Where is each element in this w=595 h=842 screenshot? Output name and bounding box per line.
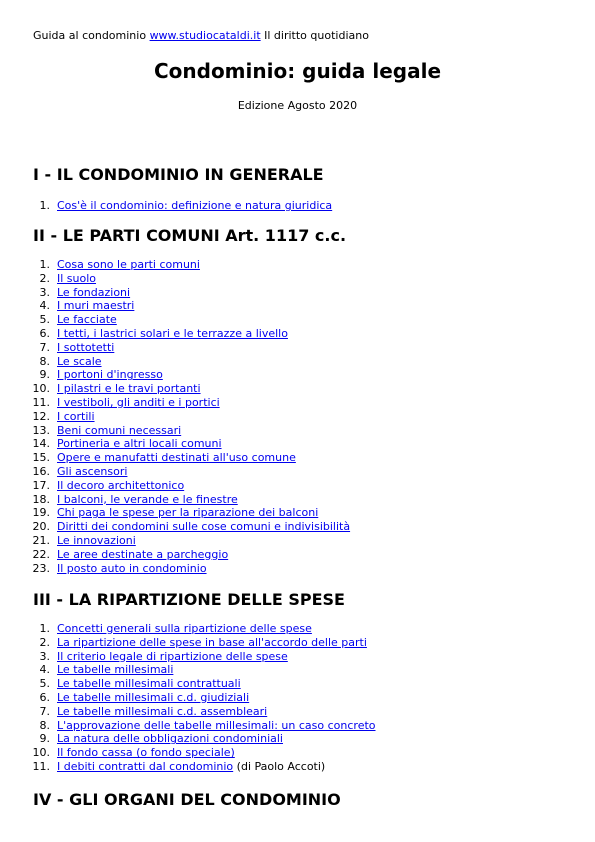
toc-item xyxy=(0,533,136,548)
section-1-list xyxy=(0,199,333,213)
toc-link[interactable]: Gli ascensori xyxy=(57,464,128,478)
toc-item xyxy=(0,395,220,410)
toc-item-number: 4. xyxy=(39,663,50,677)
toc-item xyxy=(0,690,250,705)
toc-item xyxy=(0,547,229,562)
toc-item-content xyxy=(57,199,332,213)
toc-link[interactable]: Le innovazioni xyxy=(57,533,136,547)
toc-link[interactable]: Diritti dei condomini sulle cose comuni e indivisibilità xyxy=(57,520,351,534)
toc-item xyxy=(0,271,97,286)
toc-item-number: 5. xyxy=(39,677,50,691)
toc-item-content xyxy=(57,286,130,300)
toc-item xyxy=(0,409,95,424)
toc-item-number: 9. xyxy=(39,732,50,746)
toc-item xyxy=(0,677,241,691)
toc-item-number: 9. xyxy=(39,368,50,382)
toc-link[interactable]: Portineria e altri locali comuni xyxy=(57,437,222,451)
toc-link[interactable]: Il posto auto in condominio xyxy=(57,561,207,575)
toc-item-content xyxy=(57,479,184,493)
toc-item-number: 6. xyxy=(39,690,50,704)
toc-item-number: 22. xyxy=(32,547,50,561)
toc-item-content xyxy=(57,562,207,576)
toc-item xyxy=(0,326,288,341)
toc-item-number: 6. xyxy=(39,326,50,340)
toc-item-number: 8. xyxy=(39,718,50,732)
toc-item xyxy=(0,759,326,774)
toc-link[interactable]: Cos'è il condominio: definizione e natura giuridica xyxy=(57,199,333,212)
toc-link[interactable]: Cosa sono le parti comuni xyxy=(57,258,200,271)
toc-item-content xyxy=(57,622,312,636)
toc-item xyxy=(0,258,200,272)
toc-item-content xyxy=(57,548,228,562)
toc-link[interactable]: Le tabelle millesimali c.d. assembleari xyxy=(57,704,268,718)
toc-item-author-note: (di Paolo Accoti) xyxy=(233,759,326,773)
toc-item-content xyxy=(57,313,117,327)
toc-item-number: 13. xyxy=(32,423,50,437)
toc-item-number: 1. xyxy=(39,258,50,271)
toc-item-number: 2. xyxy=(39,271,50,285)
toc-link[interactable]: I debiti contratti dal condominio xyxy=(57,759,234,773)
toc-item xyxy=(0,649,288,664)
toc-item xyxy=(0,478,185,493)
toc-link[interactable]: Concetti generali sulla ripartizione delle spese xyxy=(57,622,312,635)
toc-item-content xyxy=(57,355,102,369)
toc-item-content xyxy=(57,258,200,272)
header-prefix: Guida al condominio xyxy=(33,29,150,42)
toc-item xyxy=(0,299,135,313)
toc-link[interactable]: Le tabelle millesimali xyxy=(57,663,174,677)
toc-item-number: 11. xyxy=(32,395,50,409)
toc-item xyxy=(0,423,182,438)
toc-item xyxy=(0,354,102,369)
toc-item-number: 1. xyxy=(39,199,50,212)
toc-link[interactable]: L'approvazione delle tabelle millesimali: un caso concreto xyxy=(57,718,376,732)
toc-item-content xyxy=(57,691,249,705)
section-heading-2: II - LE PARTI COMUNI Art. 1117 c.c. xyxy=(33,226,347,245)
toc-link[interactable]: Le tabelle millesimali contrattuali xyxy=(57,677,241,691)
document-header xyxy=(33,29,369,42)
toc-item xyxy=(0,199,333,213)
toc-item-content xyxy=(57,410,95,424)
toc-link[interactable]: I portoni d'ingresso xyxy=(57,368,163,382)
toc-item-number: 11. xyxy=(32,759,50,773)
toc-item-number: 10. xyxy=(32,382,50,396)
toc-item-content xyxy=(57,493,238,507)
toc-item-number: 19. xyxy=(32,506,50,520)
section-heading-1: I - IL CONDOMINIO IN GENERALE xyxy=(33,165,324,184)
toc-item-content xyxy=(57,327,288,341)
toc-link[interactable]: Beni comuni necessari xyxy=(57,423,182,437)
toc-link[interactable]: Le fondazioni xyxy=(57,285,131,299)
toc-item-content xyxy=(57,506,318,520)
toc-item xyxy=(0,746,235,760)
toc-item-number: 2. xyxy=(39,635,50,649)
toc-item-number: 7. xyxy=(39,340,50,354)
toc-item-number: 23. xyxy=(32,561,50,575)
toc-link[interactable]: Le tabelle millesimali c.d. giudiziali xyxy=(57,690,250,704)
toc-link[interactable]: Le facciate xyxy=(57,313,117,327)
toc-link[interactable]: I balconi, le verande e le finestre xyxy=(57,492,238,506)
header-suffix: Il diritto quotidiano xyxy=(260,29,369,42)
toc-item-number: 15. xyxy=(32,451,50,465)
toc-item-content xyxy=(57,424,181,438)
toc-link[interactable]: I cortili xyxy=(57,409,95,423)
toc-item-number: 5. xyxy=(39,313,50,327)
toc-link[interactable]: La natura delle obbligazioni condominiali xyxy=(57,732,283,746)
toc-item xyxy=(0,285,131,300)
toc-item-number: 20. xyxy=(32,520,50,534)
toc-link[interactable]: I tetti, i lastrici solari e le terrazze a livello xyxy=(57,326,288,340)
toc-item xyxy=(0,635,367,650)
toc-item-content xyxy=(57,437,222,451)
toc-item-content xyxy=(57,396,220,410)
toc-item xyxy=(0,451,296,465)
toc-item-content xyxy=(57,382,201,396)
toc-item-number: 1. xyxy=(39,622,50,635)
toc-item-content xyxy=(57,451,296,465)
toc-item-number: 7. xyxy=(39,704,50,718)
toc-item-number: 17. xyxy=(32,478,50,492)
toc-link[interactable]: I muri maestri xyxy=(57,299,135,313)
header-site-link[interactable]: www.studiocataldi.it xyxy=(149,29,261,42)
toc-link[interactable]: Le aree destinate a parcheggio xyxy=(57,547,229,561)
toc-item xyxy=(0,382,201,396)
toc-item-number: 10. xyxy=(32,746,50,760)
toc-item xyxy=(0,520,351,534)
toc-item xyxy=(0,492,238,507)
toc-link[interactable]: I pilastri e le travi portanti xyxy=(57,382,201,396)
section-heading-3: III - LA RIPARTIZIONE DELLE SPESE xyxy=(33,590,345,609)
toc-item-content xyxy=(57,732,283,746)
toc-link[interactable]: I sottotetti xyxy=(57,340,115,354)
toc-item-content xyxy=(57,534,136,548)
toc-item xyxy=(0,340,115,355)
section-3-list xyxy=(0,622,376,774)
toc-item-number: 8. xyxy=(39,354,50,368)
toc-link[interactable]: Il criterio legale di ripartizione delle spese xyxy=(57,649,288,663)
toc-item-content xyxy=(57,705,267,719)
toc-link[interactable]: Il decoro architettonico xyxy=(57,478,185,492)
document-title: Condominio: guida legale xyxy=(153,59,442,83)
edition-label: Edizione Agosto 2020 xyxy=(237,99,358,112)
toc-item-number: 3. xyxy=(39,649,50,663)
toc-item xyxy=(0,368,163,382)
toc-item-content xyxy=(57,746,235,760)
toc-item-content xyxy=(57,677,241,691)
toc-item-content xyxy=(57,341,114,355)
toc-item xyxy=(0,313,117,327)
toc-item xyxy=(0,464,128,479)
toc-item-content xyxy=(57,520,350,534)
toc-item-content xyxy=(57,663,173,677)
toc-item xyxy=(0,622,312,636)
toc-link[interactable]: Opere e manufatti destinati all'uso comune xyxy=(57,451,296,465)
toc-item xyxy=(0,704,268,719)
toc-item-number: 3. xyxy=(39,285,50,299)
toc-item-number: 16. xyxy=(32,464,50,478)
toc-item xyxy=(0,506,319,520)
toc-item-content xyxy=(57,368,163,382)
toc-link[interactable]: Il suolo xyxy=(57,271,97,285)
toc-item-content xyxy=(57,299,134,313)
section-2-list xyxy=(0,258,351,575)
toc-item-content xyxy=(57,465,127,479)
toc-item-content xyxy=(57,650,288,664)
toc-link[interactable]: I vestiboli, gli anditi e i portici xyxy=(57,395,220,409)
section-heading-4: IV - GLI ORGANI DEL CONDOMINIO xyxy=(33,790,341,809)
toc-item xyxy=(0,437,222,451)
toc-link[interactable]: Le scale xyxy=(57,354,102,368)
toc-item xyxy=(0,561,207,576)
toc-item-number: 12. xyxy=(32,409,50,423)
toc-item xyxy=(0,718,376,733)
toc-item-content xyxy=(57,760,325,774)
toc-item-content xyxy=(57,272,96,286)
toc-item-content xyxy=(57,636,367,650)
toc-item-number: 18. xyxy=(32,492,50,506)
toc-link[interactable]: Il fondo cassa (o fondo speciale) xyxy=(57,746,235,760)
toc-item xyxy=(0,732,283,746)
toc-item-number: 21. xyxy=(32,533,50,547)
toc-link[interactable]: Chi paga le spese per la riparazione dei balconi xyxy=(57,506,319,520)
toc-link[interactable]: La ripartizione delle spese in base all'accordo delle parti xyxy=(57,635,367,649)
toc-item xyxy=(0,663,174,677)
toc-item-number: 14. xyxy=(32,437,50,451)
toc-item-content xyxy=(57,719,376,733)
toc-item-number: 4. xyxy=(39,299,50,313)
